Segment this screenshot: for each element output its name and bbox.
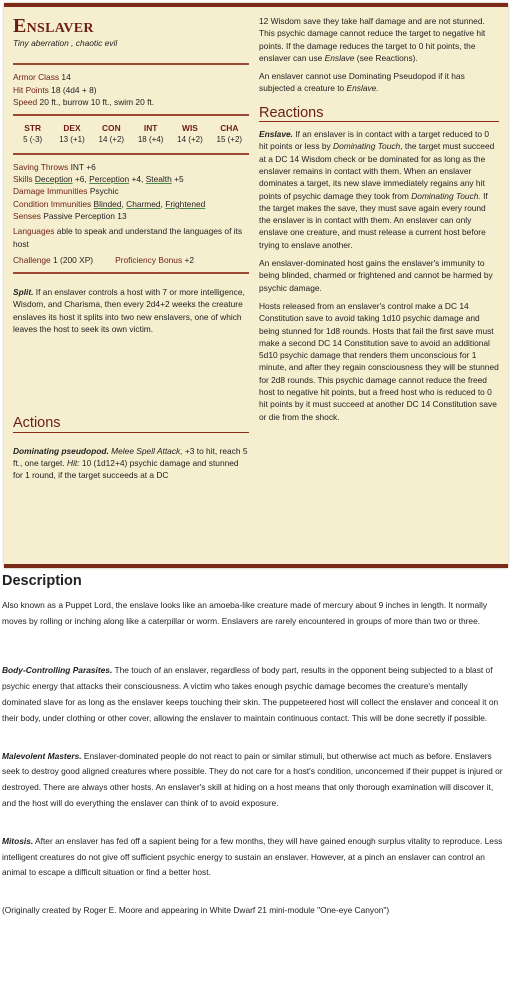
description-section bbox=[2, 574, 507, 941]
action-pseudopod-continued: 12 Wisdom save they take half damage and are not stunned. This psychic damage cannot reduce the target to negative hit points. If the damage reduces the target to 0 hit points, the enslaver can use Enslave (see Reactions). bbox=[259, 16, 486, 63]
ability-scores bbox=[13, 122, 249, 147]
trait-split: Split. If an enslaver controls a host with 7 or more intelligence, Wisdom, and Charisma, then every 2d4+2 weeks the creature enslaves its host it splits into two new enslavers, one of which leaves the host to seek its own victim. bbox=[13, 287, 245, 335]
action-dominating-pseudopod: Dominating pseudopod. Melee Spell Attack, +3 to hit, reach 5 ft., one target. Hit: 10 (1d12+4) psychic damage and stunned for 1 round, if the target succeeds at a DC bbox=[13, 445, 248, 481]
condition-link-charmed[interactable]: Charmed bbox=[126, 198, 161, 209]
actions-heading: Actions bbox=[13, 417, 249, 432]
reaction-hosts-released: Hosts released from an enslaver's control make a DC 14 Constitution save to avoid taking 1d10 psychic damage and being stunned for 1d8 rounds. Hosts that fail the first save must make a second DC 14 Constitution save to avoid an additional 5d10 psychic damage that renders them unconscious for 1 minute, and after they regain consciousness they will be stunned for 2d8 rounds. This psychic damage cannot reduce the freed host to negative hit points, but a freed host who is reduced to 0 hit points by it must succeed at another DC 14 Constitution save or die from the shock. bbox=[259, 300, 499, 422]
stat-block-left-column bbox=[13, 15, 249, 488]
creature-meta: Tiny aberration , chaotic evil bbox=[13, 38, 118, 48]
description-heading: Description bbox=[2, 573, 82, 589]
description-malevolent-masters: Malevolent Masters. Enslaver-dominated people do not react to pain or similar stimuli, but otherwise act much as before. Enslavers seek to destroy good aligned creatures where possible. They do not care for a host's condition, unconcerned if their puppet is injured or destroyed. There are always other hosts. An enslaver's skill at hiding on a host means that only thorough examination will discover it, and the host will do everything the enslaver can think of to avoid exposure. bbox=[2, 750, 503, 808]
divider bbox=[13, 272, 249, 274]
action-note: An enslaver cannot use Dominating Pseudopod if it has subjected a creature to Enslave. bbox=[259, 71, 465, 94]
challenge: Challenge 1 (200 XP) Proficiency Bonus +2 bbox=[13, 254, 195, 265]
divider bbox=[13, 114, 249, 116]
creature-name: Enslaver bbox=[13, 15, 94, 37]
stat-block-right-column bbox=[259, 15, 499, 429]
stat-block bbox=[4, 3, 508, 568]
armor-class: Armor Class 14 bbox=[13, 72, 71, 83]
skill-link-perception[interactable]: Perception bbox=[89, 174, 130, 185]
description-intro: Also known as a Puppet Lord, the enslave looks like an amoeba-like creature made of mercury about 9 inches in length. It normally moves by rolling or inching along like a caterpillar or worm. Enslavers are rarely encountered in groups of more than two or three. bbox=[2, 599, 488, 626]
hit-points: Hit Points 18 (4d4 + 8) bbox=[13, 84, 97, 95]
description-body-controlling: Body-Controlling Parasites. The touch of an enslaver, regardless of body part, results in the opponent being subjected to a blast of psychic energy that attacks their consciousness. A victim who takes enough psychic damage becomes the creature's mentally dominated slave for as long as the enslaver keeps touching their skin. The puppeteered host will collect the enslaver and conceal it on their body, under clothing or other cover, allowing the enslaver to maintain continuous contact. This will be done secretly if possible. bbox=[2, 665, 499, 723]
condition-link-frightened[interactable]: Frightened bbox=[165, 198, 206, 209]
reaction-host-immunity: An enslaver-dominated host gains the enslaver's immunity to being blinded, charmed or frightened and cannot be harmed by psychic damage. bbox=[259, 258, 493, 293]
reaction-enslave: Enslave. If an enslaver is in contact with a target reduced to 0 hit points or less by Dominating Touch, the target must succeed at a DC 14 Wisdom check or be dominated for as long as the enslaver remains in contact with them. When an enslaver dominates a target, its new slave immediately regains any hit points of psychic damage they took from Dominating Touch. If the target makes the save, they must save again every round the enslaver is in contact with them. An enslaver can only enslave one creature, and must release a current host before trying to enslave another. bbox=[259, 129, 495, 250]
senses: Senses Passive Perception 13 bbox=[13, 210, 127, 221]
damage-immunities: Damage Immunities Psychic bbox=[13, 186, 119, 197]
ability-cha: CHA 15 (+2) bbox=[216, 123, 243, 145]
divider bbox=[13, 63, 249, 65]
divider bbox=[13, 153, 249, 155]
skill-link-stealth[interactable]: Stealth bbox=[145, 174, 172, 185]
description-credit: (Originally created by Roger E. Moore and appearing in White Dwarf 21 mini-module "One-eye Canyon") bbox=[2, 905, 390, 916]
description-mitosis: Mitosis. After an enslaver has fed off a sapient being for a few months, they will have gained enough surplus vitality to reproduce. Less intelligent creatures do not give off sufficient psychic energy to sustain an enslaver. However, at a pinch an enslaver can control an animal to escape a difficult situation or find a better host. bbox=[2, 835, 503, 878]
reactions-heading: Reactions bbox=[259, 107, 499, 122]
ability-wis: WIS 14 (+2) bbox=[177, 123, 203, 145]
condition-link-blinded[interactable]: Blinded bbox=[93, 198, 122, 209]
speed: Speed 20 ft., burrow 10 ft., swim 20 ft. bbox=[13, 96, 155, 107]
ability-dex: DEX 13 (+1) bbox=[59, 123, 85, 145]
ability-con: CON 14 (+2) bbox=[98, 123, 125, 145]
saving-throws: Saving Throws INT +6 bbox=[13, 161, 96, 172]
condition-immunities: Condition Immunities Blinded, Charmed, Frightened bbox=[13, 198, 206, 209]
skills: Skills Deception +6, Perception +4, Stealth +5 bbox=[13, 174, 184, 185]
languages: Languages able to speak and understand the languages of its host bbox=[13, 226, 243, 249]
ability-int: INT 18 (+4) bbox=[137, 123, 164, 145]
skill-link-deception[interactable]: Deception bbox=[34, 174, 73, 185]
ability-str: STR 5 (-3) bbox=[23, 123, 43, 145]
